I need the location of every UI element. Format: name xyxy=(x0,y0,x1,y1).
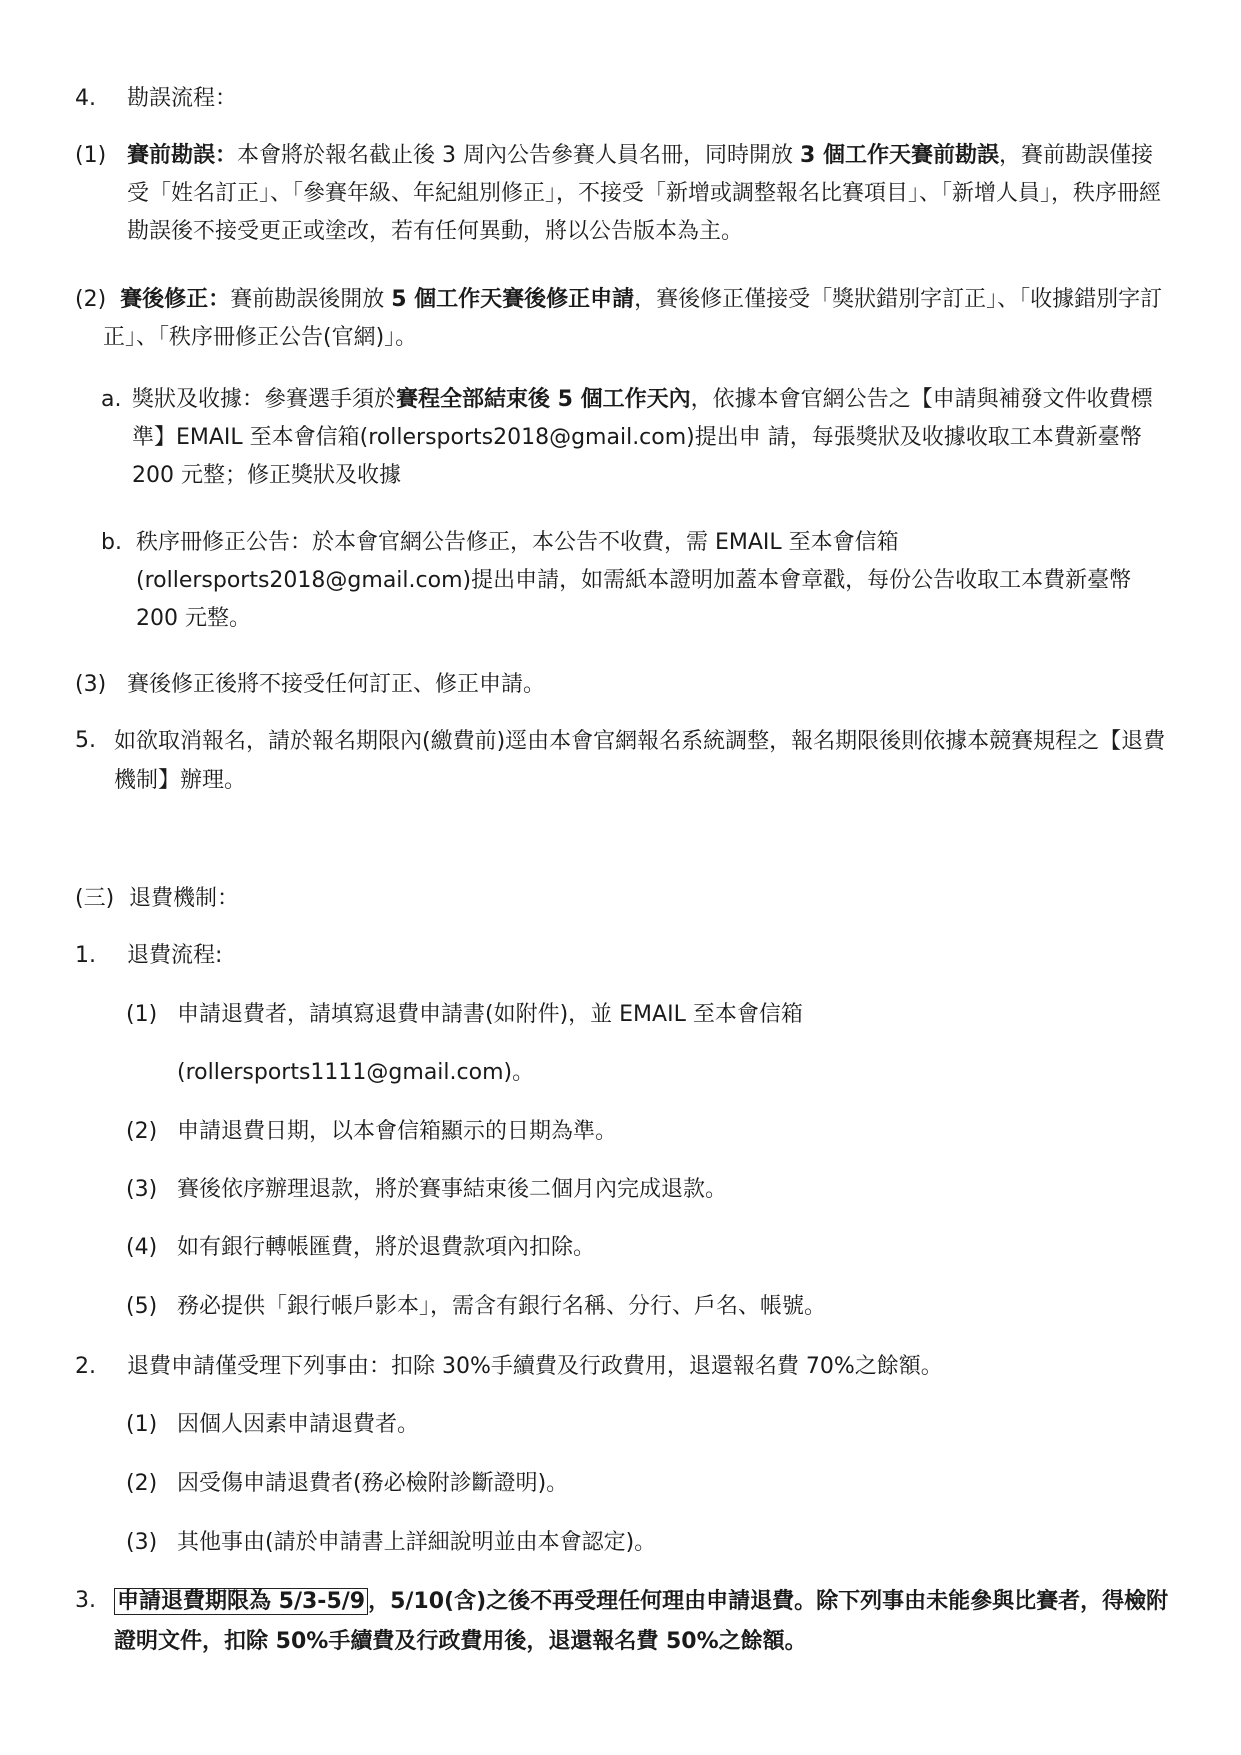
section-number: 5. xyxy=(75,728,96,753)
item-number: 3. xyxy=(75,1588,96,1613)
refund-item-3 xyxy=(0,1582,1241,1662)
subitem-number: (1) xyxy=(126,1002,158,1027)
subitem-text: 其他事由(請於申請書上詳細說明並由本會認定)。 xyxy=(177,1530,657,1555)
text-run: 賽前勘誤後開放 xyxy=(230,287,392,312)
item-number: (3) xyxy=(75,672,107,697)
item-text xyxy=(127,137,1172,251)
subitem-text: 如有銀行轉帳匯費，將於退費款項內扣除。 xyxy=(177,1235,596,1260)
section-text: 如欲取消報名，請於報名期限內(繳費前)逕由本會官網報名系統調整，報名期限後則依據本競賽規程之【退費機制】辦理。 xyxy=(114,729,1166,793)
refund-subitem xyxy=(0,996,1241,1033)
item-label: 賽前勘誤： xyxy=(127,143,238,168)
section-title: 勘誤流程： xyxy=(127,86,238,111)
subitem-text: 申請退費者，請填寫退費申請書(如附件)，並 EMAIL 至本會信箱 xyxy=(177,1002,803,1027)
text-run: 本會將於報名截止後 3 周內公告參賽人員名冊，同時開放 xyxy=(237,143,800,168)
subitem-text: 賽後依序辦理退款，將於賽事結束後二個月內完成退款。 xyxy=(177,1177,728,1202)
subitem-number: (2) xyxy=(126,1471,158,1496)
subitem-number: (1) xyxy=(126,1412,158,1437)
item-text xyxy=(75,281,1170,357)
refund-subitem xyxy=(0,1229,1241,1266)
text-run: ，賽後修正僅接受「獎狀錯別字訂正」、「收據錯別字訂正」、「秩序冊修正公告(官網)」。 xyxy=(103,287,1163,350)
subitem-number: (2) xyxy=(126,1119,158,1144)
item-number: a. xyxy=(101,387,122,412)
refund-subitem xyxy=(0,1406,1241,1443)
text-run: ，5/10(含)之後不再受理任何理由申請退費。除下列事由未能參與比賽者，得檢附證明文件，扣除 50%手續費及行政費用後，退還報名費 50%之餘額。 xyxy=(114,1589,1169,1654)
refund-heading xyxy=(0,880,1241,917)
emphasis: 5 個工作天賽後修正申請 xyxy=(391,287,635,312)
subitem-text: 申請退費日期，以本會信箱顯示的日期為準。 xyxy=(177,1119,618,1144)
item-4-3 xyxy=(0,666,1241,703)
subitem-text: 因個人因素申請退費者。 xyxy=(177,1412,420,1437)
item-title: 退費申請僅受理下列事由：扣除 30%手續費及行政費用，退還報名費 70%之餘額。 xyxy=(127,1354,943,1379)
refund-item-1 xyxy=(0,937,1241,974)
item-4-2-b xyxy=(0,524,1241,639)
refund-subitem xyxy=(0,1054,1241,1091)
item-number: (1) xyxy=(75,143,107,168)
subitem-number: (3) xyxy=(126,1177,158,1202)
item-4-1 xyxy=(0,137,1241,252)
subitem-number: (3) xyxy=(126,1530,158,1555)
item-number: b. xyxy=(101,530,122,555)
item-text: 賽後修正後將不接受任何訂正、修正申請。 xyxy=(127,672,546,697)
item-4-2-a xyxy=(0,381,1241,496)
heading-number: (三) xyxy=(75,886,115,911)
item-label: 賽後修正： xyxy=(120,287,231,312)
item-number: 2. xyxy=(75,1354,96,1379)
subitem-number: (5) xyxy=(126,1294,158,1319)
subitem-text: 因受傷申請退費者(務必檢附診斷證明)。 xyxy=(177,1471,569,1496)
item-title: 退費流程: xyxy=(127,943,223,968)
refund-subitem xyxy=(0,1465,1241,1502)
subitem-text: 務必提供「銀行帳戶影本」，需含有銀行名稱、分行、戶名、帳號。 xyxy=(177,1294,827,1319)
item-text xyxy=(114,1582,1179,1662)
refund-subitem xyxy=(0,1113,1241,1150)
text-run: ，賽前勘誤僅接受「姓名訂正」、「參賽年級、年紀組別修正」，不接受「新增或調整報名比賽項目」、「新增人員」，秩序冊經勘誤後不接受更正或塗改，若有任何異動，將以公告版本為主。 xyxy=(127,143,1162,244)
item-4-2 xyxy=(0,281,1241,358)
emphasis: 賽程全部結束後 5 個工作天內 xyxy=(396,387,691,412)
text-run: 獎狀及收據：參賽選手須於 xyxy=(132,387,397,412)
refund-item-2 xyxy=(0,1348,1241,1385)
refund-subitem xyxy=(0,1171,1241,1208)
section-4-heading xyxy=(0,80,1241,117)
item-text xyxy=(132,381,1172,495)
subitem-text: (rollersports1111@gmail.com)。 xyxy=(177,1060,535,1085)
emphasis: 3 個工作天賽前勘誤 xyxy=(800,143,999,168)
heading-title: 退費機制： xyxy=(129,886,240,911)
text-run: ，依據本會官網公告之【申請與補發文件收費標準】EMAIL 至本會信箱(rollersports2018@gmail.com)提出申 請，每張獎狀及收據收取工本費新臺幣 200 元整；修正獎狀及收據 xyxy=(132,387,1153,488)
refund-subitem xyxy=(0,1288,1241,1325)
refund-subitem xyxy=(0,1524,1241,1561)
section-5 xyxy=(0,722,1241,800)
item-text: 秩序冊修正公告：於本會官網公告修正，本公告不收費，需 EMAIL 至本會信箱(rollersports2018@gmail.com)提出申請，如需紙本證明加蓋本會章戳，每份公告收取工本費新臺幣 200 元整。 xyxy=(136,530,1132,631)
subitem-number: (4) xyxy=(126,1235,158,1260)
item-number: 1. xyxy=(75,943,96,968)
deadline-box: 申請退費期限為 5/3-5/9 xyxy=(114,1588,368,1615)
section-number: 4. xyxy=(75,86,96,111)
item-number: (2) xyxy=(75,287,107,312)
